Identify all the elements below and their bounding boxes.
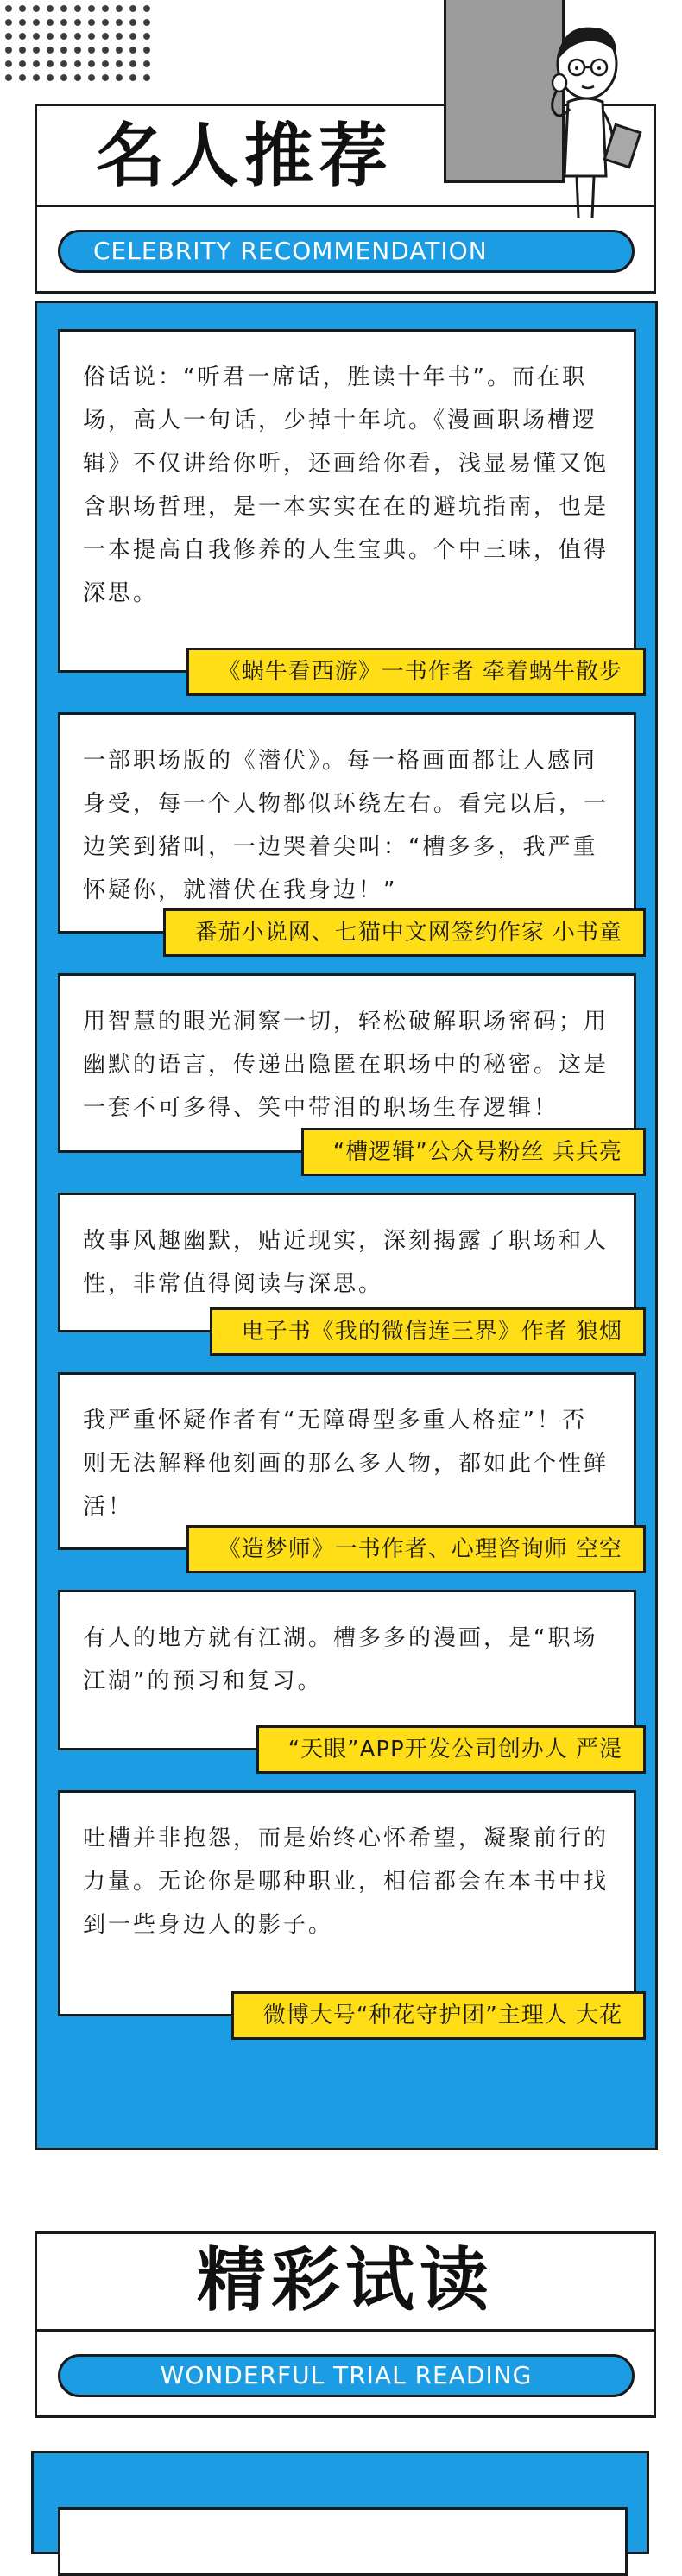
header-subtitle-row [37, 207, 654, 294]
quote-author-tag: “槽逻辑”公众号粉丝 兵兵亮 [301, 1128, 646, 1176]
cartoon-man-icon [527, 19, 647, 218]
decorative-dot-grid-icon [0, 0, 155, 83]
quote-card [58, 1193, 636, 1345]
quote-author-tag: “天眼”APP开发公司创办人 严湜 [256, 1725, 646, 1774]
quote-text: 一部职场版的《潜伏》。每一格画面都让人感同身受，每一个人物都似环绕左右。看完以后，一边笑到猪叫，一边哭着尖叫：“槽多多，我严重怀疑你，就潜伏在我身边！” [83, 748, 609, 903]
quote-card [58, 329, 636, 685]
quote-text: 我严重怀疑作者有“无障碍型多重人格症”！否则无法解释他刻画的那么多人物，都如此个性鲜活！ [83, 1408, 609, 1520]
section-title: 精彩试读 [197, 2240, 494, 2320]
quote-card [58, 712, 636, 946]
quote-card [58, 973, 636, 1165]
quote-card [58, 1790, 636, 2029]
trial-reading-card [58, 2507, 628, 2576]
header-subtitle-row [37, 2332, 654, 2418]
section-subtitle-pill: WONDERFUL TRIAL READING [58, 2354, 635, 2397]
quote-text: 故事风趣幽默，贴近现实，深刻揭露了职场和人性，非常值得阅读与深思。 [83, 1228, 609, 1297]
section-subtitle-pill: CELEBRITY RECOMMENDATION [58, 230, 635, 273]
header-title-row [37, 2234, 654, 2332]
section-title: 名人推荐 [96, 116, 393, 196]
quote-text: 有人的地方就有江湖。槽多多的漫画，是“职场江湖”的预习和复习。 [83, 1625, 598, 1694]
quote-card [58, 1372, 636, 1562]
quote-card [58, 1590, 636, 1763]
trial-reading-panel [31, 2451, 649, 2554]
recommendations-panel [35, 301, 658, 2150]
trial-reading-header [35, 2231, 656, 2418]
quote-author-tag: 番茄小说网、七猫中文网签约作家 小书童 [163, 908, 646, 957]
quote-author-tag: 《造梦师》一书作者、心理咨询师 空空 [186, 1525, 646, 1573]
quote-author-tag: 微博大号“种花守护团”主理人 大花 [231, 1991, 646, 2040]
quote-author-tag: 电子书《我的微信连三界》作者 狼烟 [210, 1307, 646, 1356]
quote-text: 俗话说：“听君一席话，胜读十年书”。而在职场，高人一句话，少掉十年坑。《漫画职场槽逻辑》不仅讲给你听，还画给你看，浅显易懂又饱含职场哲理，是一本实实在在的避坑指南，也是一本提高自我修养的人生宝典。个中三味，值得深思。 [83, 364, 609, 606]
quote-author-tag: 《蜗牛看西游》一书作者 牵着蜗牛散步 [186, 648, 646, 696]
quote-text: 用智慧的眼光洞察一切，轻松破解职场密码；用幽默的语言，传递出隐匿在职场中的秘密。这是一套不可多得、笑中带泪的职场生存逻辑！ [83, 1009, 609, 1121]
quote-text: 吐槽并非抱怨，而是始终心怀希望，凝聚前行的力量。无论你是哪种职业，相信都会在本书中找到一些身边人的影子。 [83, 1826, 609, 1938]
